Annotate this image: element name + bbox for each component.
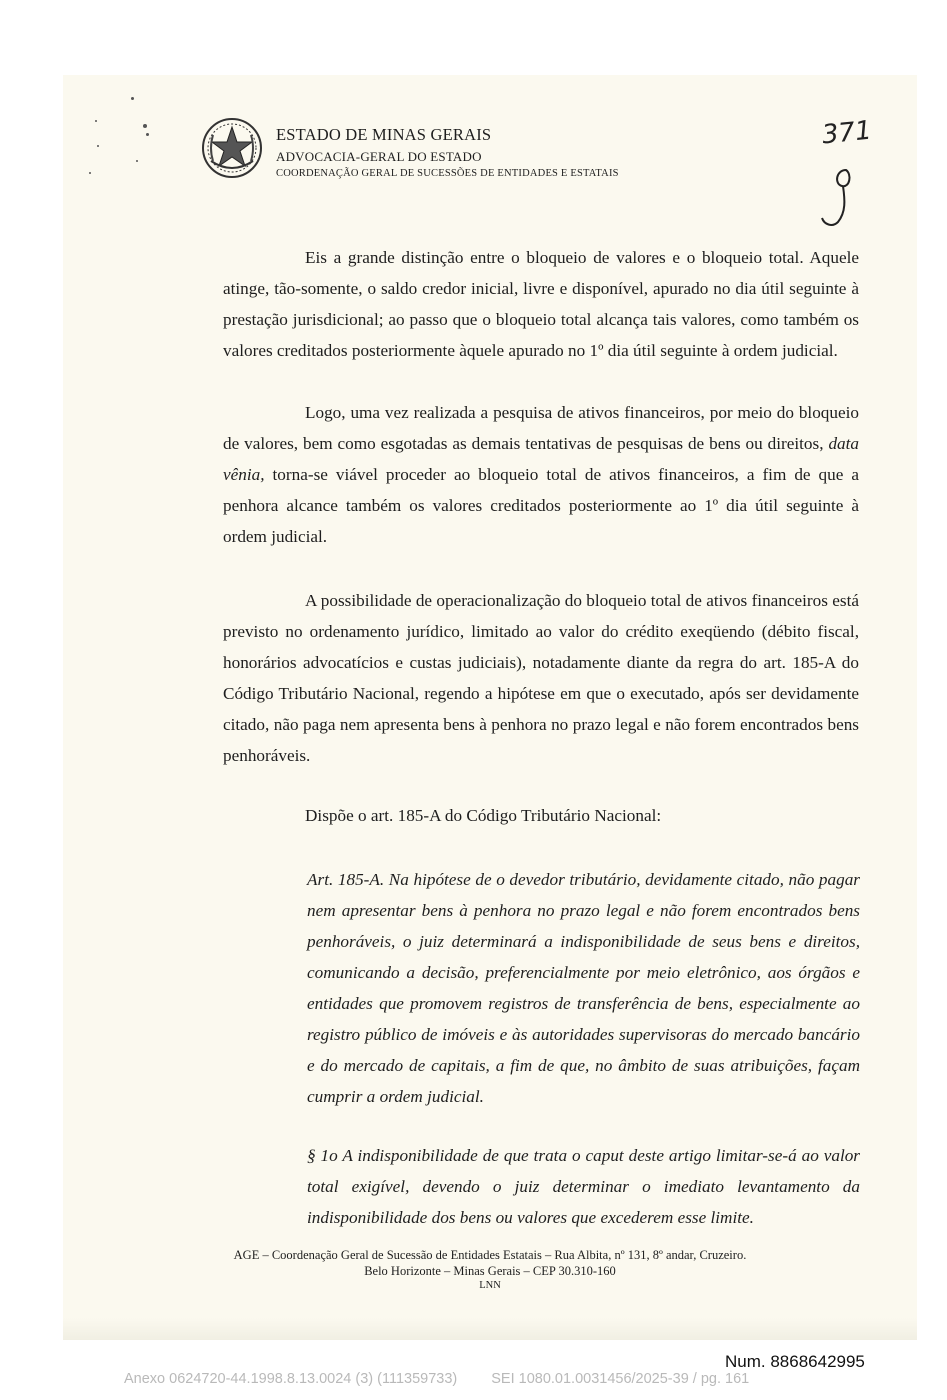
paragraph-1 (223, 242, 859, 366)
paragraph-2 (223, 397, 859, 552)
paragraph-2-text-a: Logo, uma vez realizada a pesquisa de ativos financeiros, por meio do bloqueio de valores, bem como esgotadas as demais tentativas de pesquisas de bens ou direitos, (223, 403, 859, 453)
document-number: Num. 8868642995 (725, 1352, 865, 1371)
handwritten-page-number: 371 (820, 115, 874, 151)
header-coordination: COORDENAÇÃO GERAL DE SUCESSÕES DE ENTIDADES E ESTATAIS (276, 168, 619, 179)
sei-page-id: SEI 1080.01.0031456/2025-39 / pg. 161 (491, 1371, 750, 1387)
footer-city: Belo Horizonte – Minas Gerais – CEP 30.310-160 (364, 1264, 616, 1278)
footer-address: AGE – Coordenação Geral de Sucessão de Entidades Estatais – Rua Albita, nº 131, 8º andar, Cruzeiro. (233, 1248, 747, 1262)
header-state: ESTADO DE MINAS GERAIS (276, 125, 492, 144)
paragraph-3-text: A possibilidade de operacionalização do bloqueio total de ativos financeiros está previsto no ordenamento jurídico, limitado ao valor do crédito exeqüendo (débito fiscal, honorários advocatícios e custas judiciais), notadamente diante da regra do art. 185-A do Código Tributário Nacional, regendo a hipótese em que o executado, após ser devidamente citado, não paga nem apresenta bens à penhora no prazo legal e não forem encontrados bens penhoráveis. (223, 591, 859, 765)
page-shadow (63, 1318, 917, 1340)
paragraph-2-text-b: torna-se viável proceder ao bloqueio total de ativos financeiros, a fim de que a penhora alcance também os valores creditados posteriormente ao 1º dia útil seguinte à ordem judicial. (223, 465, 859, 546)
initials-signature-icon (812, 162, 872, 232)
header-agency: ADVOCACIA-GERAL DO ESTADO (276, 149, 482, 164)
quote-paragraph-1: § 1o A indisponibilidade de que trata o caput deste artigo limitar-se-á ao valor total exigível, devendo o juiz determinar o imediato levantamento da indisponibilidade dos bens ou valores que excederem esse limite. (307, 1146, 860, 1227)
footer-initials: LNN (479, 1280, 501, 1291)
paragraph-4-text: Dispõe o art. 185-A do Código Tributário Nacional: (305, 806, 662, 825)
annex-id: Anexo 0624720-44.1998.8.13.0024 (3) (111359733) (124, 1371, 458, 1387)
paragraph-4 (223, 800, 859, 831)
paragraph-2-italic: data vênia, (223, 434, 859, 484)
paragraph-1-text: Eis a grande distinção entre o bloqueio de valores e o bloqueio total. Aquele atinge, tão-somente, o saldo credor inicial, livre e disponível, apurado no dia útil seguinte à prestação jurisdicional; ao passo que o bloqueio total alcança tais valores, como também os valores creditados posteriormente àquele apurado no 1º dia útil seguinte à ordem judicial. (223, 248, 859, 360)
paragraph-3 (223, 585, 859, 771)
coat-of-arms-seal-icon (201, 117, 263, 179)
quote-art-185a: Art. 185-A. Na hipótese de o devedor tributário, devidamente citado, não pagar nem apresentar bens à penhora no prazo legal e não forem encontrados bens penhoráveis, o juiz determinará a indisponibilidade de seus bens e direitos, comunicando a decisão, preferencialmente por meio eletrônico, aos órgãos e entidades que promovem registros de transferência de bens, especialmente ao registro público de imóveis e às autoridades supervisoras do mercado bancário e do mercado de capitais, a fim de que, no âmbito de suas atribuições, façam cumprir a ordem judicial. (307, 870, 860, 1106)
annex-stamp (124, 1371, 749, 1387)
